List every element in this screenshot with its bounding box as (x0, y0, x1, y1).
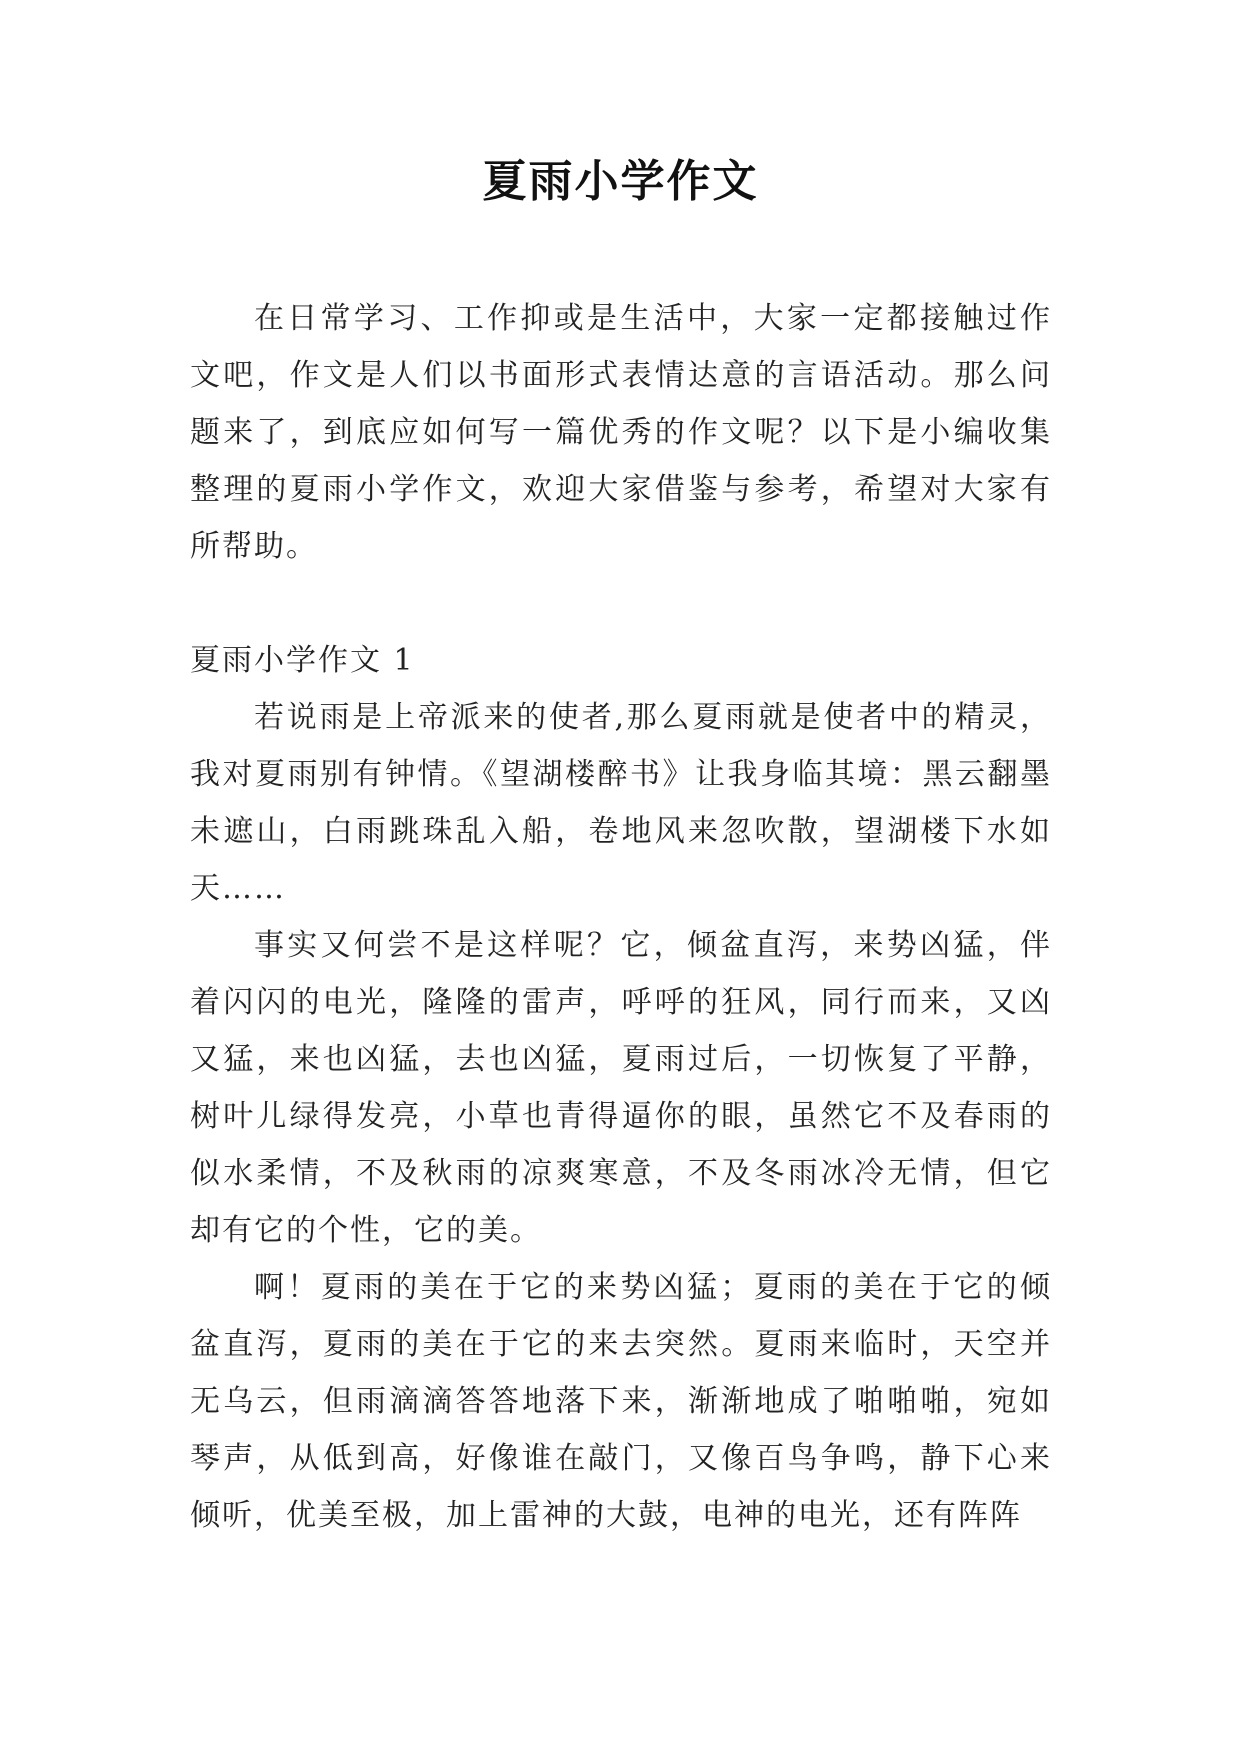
section-heading: 夏雨小学作文 1 (190, 643, 415, 678)
body-paragraph-3: 啊！夏雨的美在于它的来势凶猛；夏雨的美在于它的倾盆直泻，夏雨的美在于它的来去突然。夏雨来临时，天空并无乌云，但雨滴滴答答地落下来，渐渐地成了啪啪啪，宛如琴声，从低到高，好像谁在敲门，又像百鸟争鸣，静下心来倾听，优美至极，加上雷神的大鼓，电神的电光，还有阵阵 (190, 1270, 1052, 1533)
intro-paragraph: 在日常学习、工作抑或是生活中，大家一定都接触过作文吧，作文是人们以书面形式表情达意的言语活动。那么问题来了，到底应如何写一篇优秀的作文呢？以下是小编收集整理的夏雨小学作文，欢迎大家借鉴与参考，希望对大家有所帮助。 (190, 301, 1052, 564)
body-paragraph-2: 事实又何尝不是这样呢？它，倾盆直泻，来势凶猛，伴着闪闪的电光，隆隆的雷声，呼呼的狂风，同行而来，又凶又猛，来也凶猛，去也凶猛，夏雨过后，一切恢复了平静，树叶儿绿得发亮，小草也青得逼你的眼，虽然它不及春雨的似水柔情，不及秋雨的凉爽寒意，不及冬雨冰冷无情，但它却有它的个性，它的美。 (190, 928, 1052, 1248)
body-paragraph-1: 若说雨是上帝派来的使者,那么夏雨就是使者中的精灵，我对夏雨别有钟情。《望湖楼醉书》让我身临其境：黑云翻墨未遮山，白雨跳珠乱入船，卷地风来忽吹散，望湖楼下水如天…… (190, 700, 1052, 906)
document-body (190, 290, 1052, 1544)
document-title: 夏雨小学作文 (482, 156, 759, 207)
